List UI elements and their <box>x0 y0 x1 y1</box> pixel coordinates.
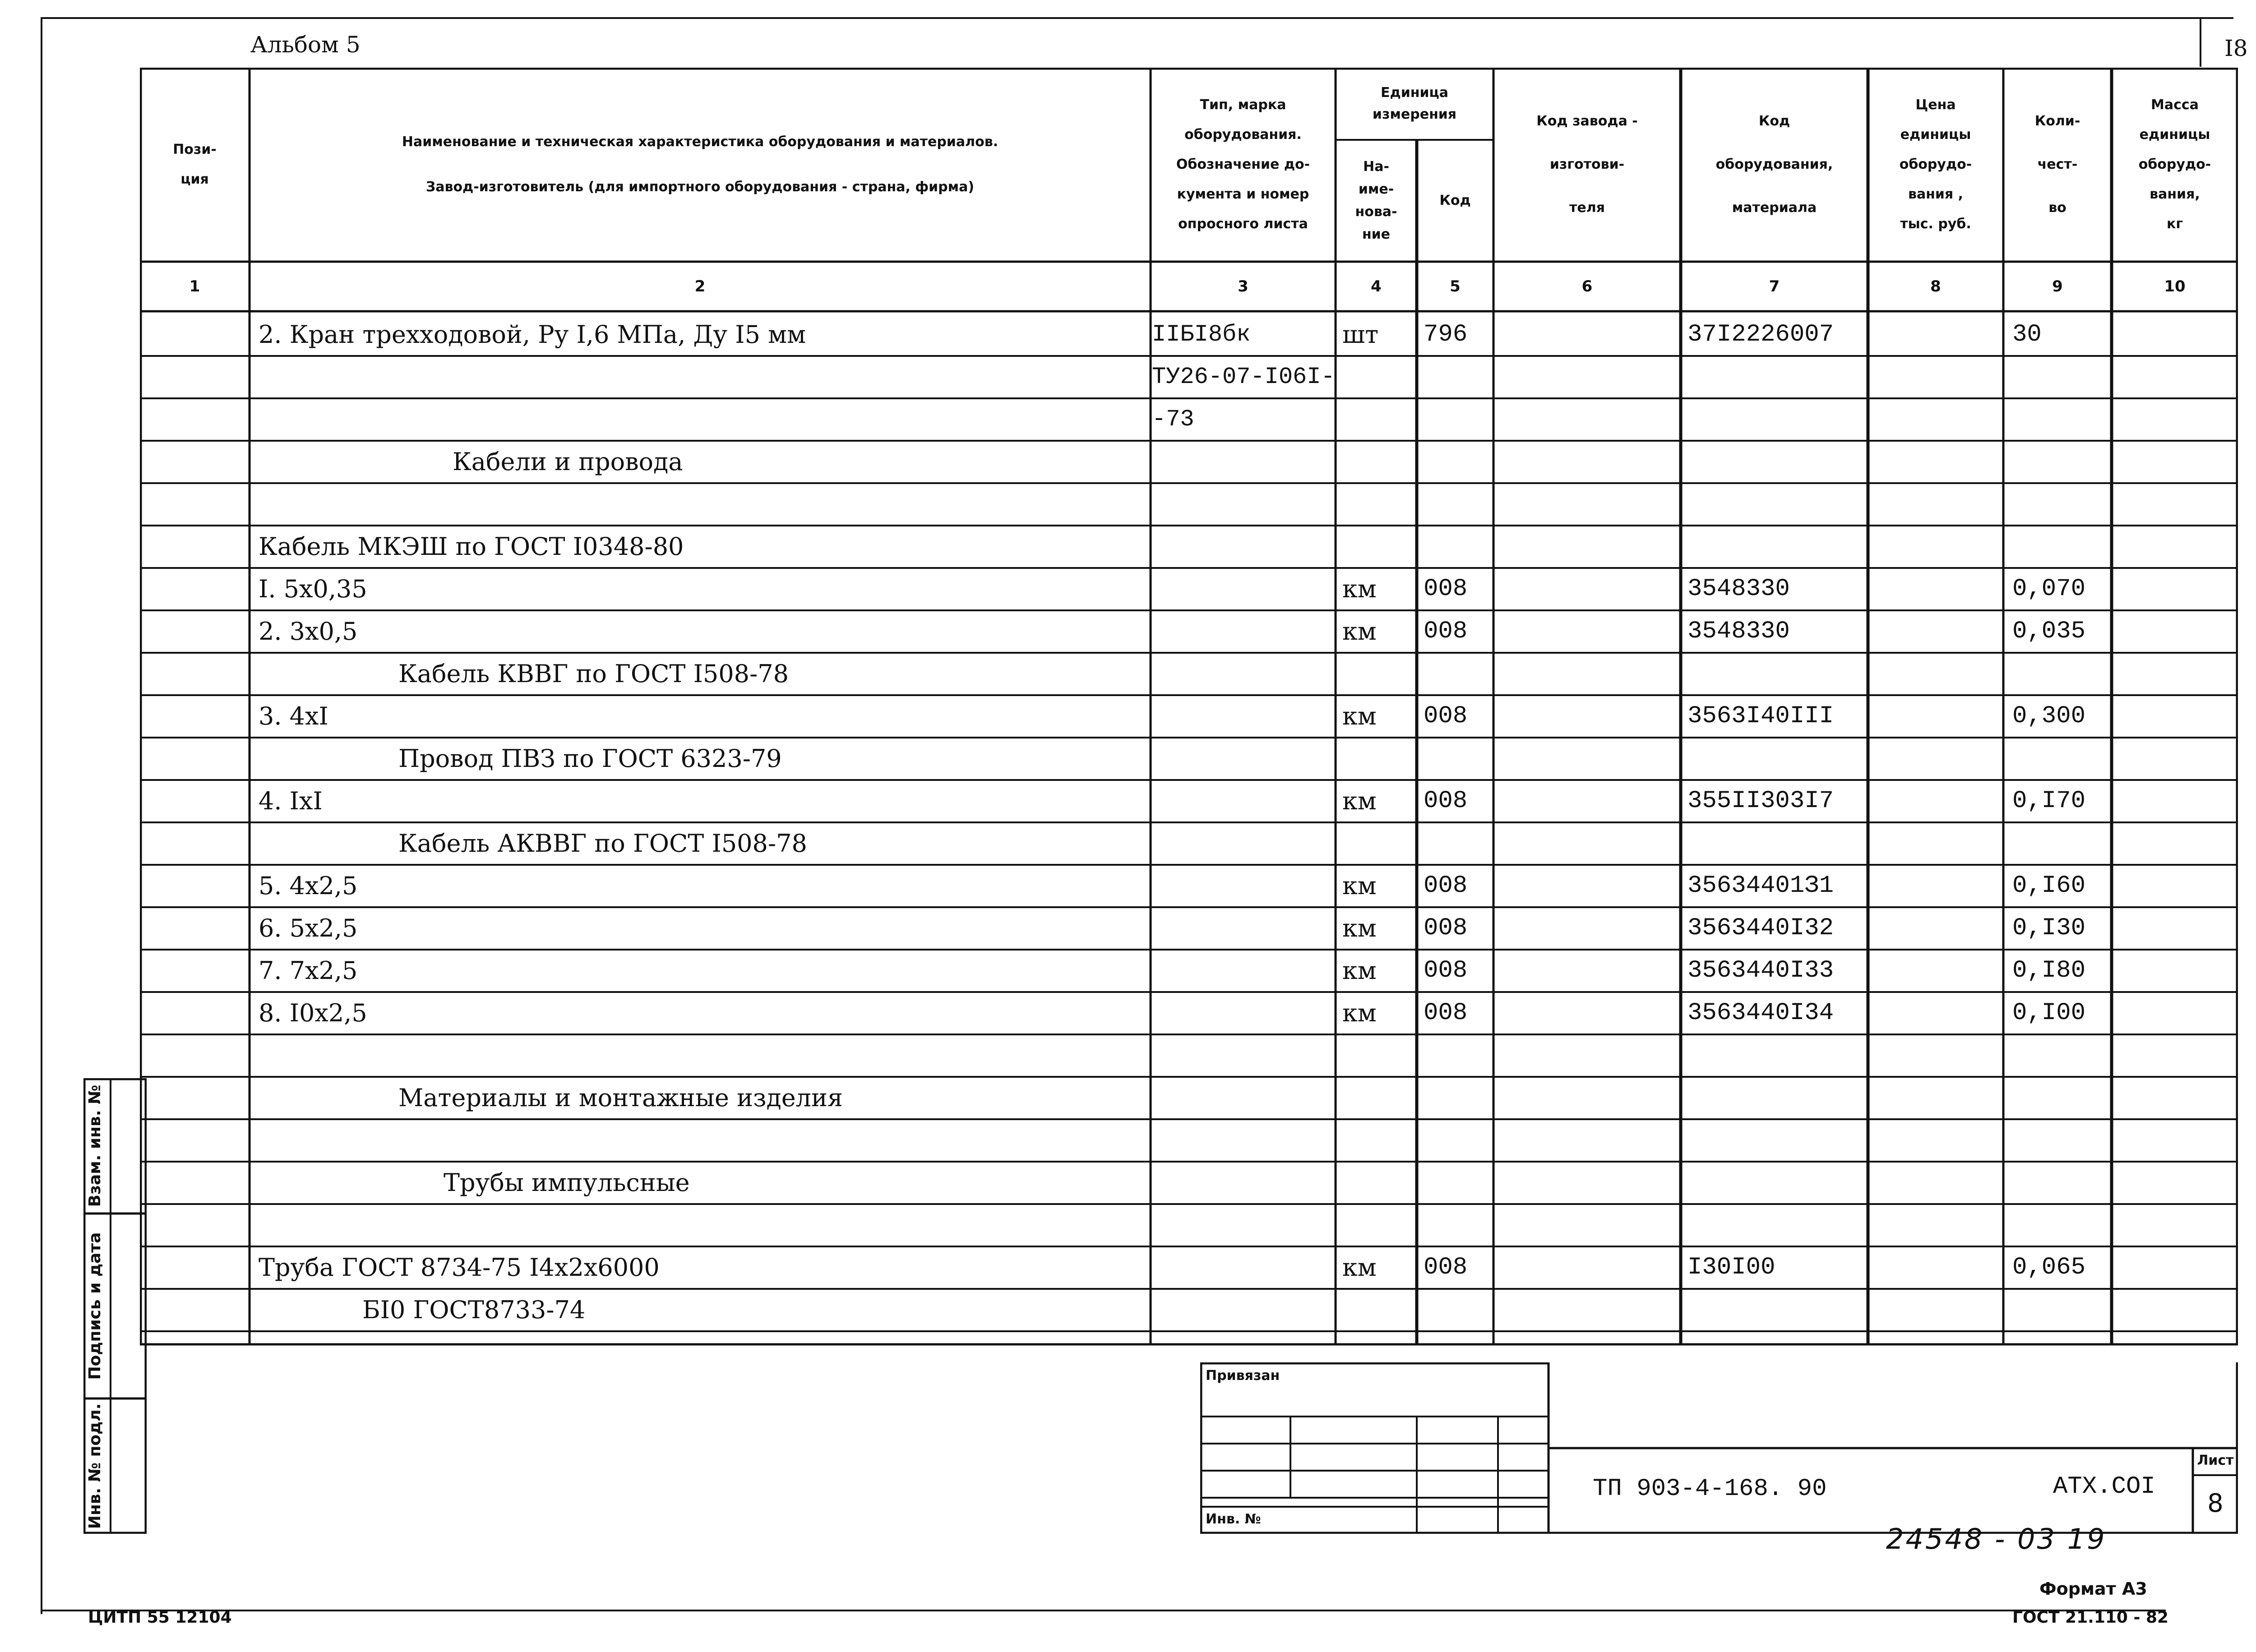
row-14-unit: км <box>1342 914 1377 942</box>
col-number-6: 6 <box>1581 277 1593 295</box>
row-8-name: Кабель КВВГ по ГОСТ I508-78 <box>398 660 789 688</box>
row-7-name: 2. 3х0,5 <box>259 617 358 646</box>
footer-left: ЦИТП 55 12104 <box>88 1608 232 1627</box>
title-block-grid <box>1200 1362 2238 1534</box>
row-11-qty: 0,I70 <box>2012 787 2086 815</box>
row-14-name: 6. 5х2,5 <box>259 914 358 942</box>
album-label: Альбом 5 <box>250 32 361 58</box>
row-16-qty: 0,I00 <box>2012 999 2086 1027</box>
frame-bottom-line <box>41 1610 2166 1611</box>
row-9-qty: 0,300 <box>2012 702 2086 730</box>
row-6-eqcode: 3548330 <box>1687 575 1790 603</box>
col-number-1: 1 <box>189 277 200 295</box>
row-22-eqcode: I30I00 <box>1687 1254 1775 1281</box>
row-0-code: 796 <box>1424 321 1468 348</box>
row-14-code: 008 <box>1424 914 1468 942</box>
header-unit-name: На- име- нова- ние <box>1355 159 1397 242</box>
document-code: ТП 903-4-168. 90 <box>1593 1475 1827 1503</box>
specification-table <box>140 68 2238 1534</box>
sheet-label: Лист <box>2197 1453 2234 1468</box>
row-6-code: 008 <box>1424 575 1468 603</box>
row-20-name: Трубы импульсные <box>444 1168 690 1197</box>
col-number-2: 2 <box>694 277 706 295</box>
col-number-10: 10 <box>2164 277 2186 295</box>
row-7-unit: км <box>1342 617 1377 646</box>
col-number-7: 7 <box>1769 277 1780 295</box>
header-price: Цена единицы оборудо- вания , тыс. руб. <box>1899 97 1972 232</box>
header-mass: Масса единицы оборудо- вания, кг <box>2138 97 2211 232</box>
row-6-qty: 0,070 <box>2012 575 2086 603</box>
row-23-name: БI0 ГОСТ8733-74 <box>362 1296 586 1324</box>
row-0-type: IIБI8бк <box>1152 321 1251 348</box>
row-12-name: Кабель АКВВГ по ГОСТ I508-78 <box>398 829 807 858</box>
header-name: Наименование и техническая характеристика оборудования и материалов. Завод-изготовитель (для импортного оборудования - страна, фирма) <box>402 134 999 195</box>
frame-left-line <box>41 17 42 1614</box>
row-15-unit: км <box>1342 956 1377 985</box>
col-number-5: 5 <box>1450 277 1461 295</box>
row-16-code: 008 <box>1424 999 1468 1027</box>
row-6-unit: км <box>1342 575 1377 603</box>
title-block <box>1200 1362 2238 1534</box>
header-quantity: Коли- чест- во <box>2034 113 2080 216</box>
footer-right: ГОСТ 21.110 - 82 <box>2012 1608 2169 1627</box>
row-9-code: 008 <box>1424 702 1468 730</box>
row-7-eqcode: 3548330 <box>1687 618 1790 645</box>
row-22-code: 008 <box>1424 1254 1468 1281</box>
format-label: Формат А3 <box>2039 1579 2147 1599</box>
row-9-name: 3. 4хI <box>259 702 328 730</box>
row-1-type: ТУ26-07-I06I- <box>1152 364 1335 390</box>
row-7-qty: 0,035 <box>2012 618 2086 645</box>
row-10-name: Провод ПВЗ по ГОСТ 6323-79 <box>398 744 782 773</box>
row-13-unit: км <box>1342 872 1377 900</box>
row-22-name: Труба ГОСТ 8734-75 I4х2х6000 <box>259 1253 660 1282</box>
row-0-eqcode: 37I2226007 <box>1687 321 1834 348</box>
row-13-code: 008 <box>1424 872 1468 900</box>
row-15-code: 008 <box>1424 957 1468 984</box>
row-5-name: Кабель МКЭШ по ГОСТ I0348-80 <box>259 532 684 561</box>
row-13-eqcode: 35634401З1 <box>1687 872 1834 900</box>
row-0-qty: 30 <box>2012 321 2042 348</box>
stamp-signature-date: Подпись и дата <box>86 1232 104 1380</box>
row-16-unit: км <box>1342 999 1377 1027</box>
stamp-replace-inv: Взам. инв. № <box>86 1084 104 1207</box>
row-0-name: 2. Кран трехходовой, Ру I,6 МПа, Ду I5 мм <box>259 320 806 349</box>
row-11-eqcode: 355II303I7 <box>1687 787 1834 815</box>
header-unit-group: Единица измерения <box>1372 85 1457 122</box>
row-14-eqcode: 3563440I32 <box>1687 914 1834 942</box>
document-mark: АТХ.COI <box>2053 1473 2155 1500</box>
privyazan-label: Привязан <box>1206 1368 1280 1384</box>
row-15-qty: 0,I80 <box>2012 957 2086 984</box>
handwritten-number: 24548 - 03 19 <box>1886 1523 2107 1555</box>
row-15-name: 7. 7х2,5 <box>259 956 358 985</box>
row-2-type: -73 <box>1152 406 1194 433</box>
col-number-8: 8 <box>1930 277 1941 295</box>
row-11-unit: км <box>1342 787 1377 815</box>
row-7-code: 008 <box>1424 618 1468 645</box>
header-unit-code: Код <box>1439 193 1471 208</box>
row-18-name: Материалы и монтажные изделия <box>398 1084 843 1112</box>
frame-right-line <box>2200 17 2201 67</box>
row-13-qty: 0,I60 <box>2012 872 2086 900</box>
frame-top-line <box>41 17 2233 19</box>
col-number-9: 9 <box>2052 277 2063 295</box>
row-9-eqcode: 3563I40III <box>1687 702 1834 730</box>
header-equipment-code: Код оборудования, материала <box>1715 113 1833 216</box>
row-13-name: 5. 4х2,5 <box>259 872 358 900</box>
row-11-code: 008 <box>1424 787 1468 815</box>
row-16-name: 8. I0х2,5 <box>259 999 367 1027</box>
header-position: Пози- ция <box>173 142 217 187</box>
row-14-qty: 0,I30 <box>2012 914 2086 942</box>
row-22-unit: км <box>1342 1253 1377 1282</box>
header-factory-code: Код завода - изготови- теля <box>1536 113 1638 216</box>
header-type: Тип, марка оборудования. Обозначение до- кумента и номер опросного листа <box>1176 97 1310 232</box>
row-11-name: 4. IхI <box>259 787 323 815</box>
inv-no-label: Инв. № <box>1206 1511 1261 1527</box>
col-number-3: 3 <box>1238 277 1248 295</box>
row-9-unit: км <box>1342 702 1377 730</box>
sheet-value: 8 <box>2207 1489 2224 1518</box>
row-15-eqcode: 3563440I33 <box>1687 957 1834 984</box>
row-0-unit: шт <box>1342 320 1379 349</box>
row-22-qty: 0,065 <box>2012 1254 2086 1281</box>
row-6-name: I. 5х0,35 <box>259 575 367 603</box>
side-stamp <box>83 1078 147 1534</box>
row-16-eqcode: 3563440I34 <box>1687 999 1834 1027</box>
corner-sheet-number: I8 <box>2224 35 2248 61</box>
col-number-4: 4 <box>1371 277 1382 295</box>
row-3-name: Кабели и провода <box>453 448 683 476</box>
stamp-original-inv: Инв. № подл. <box>86 1403 104 1529</box>
